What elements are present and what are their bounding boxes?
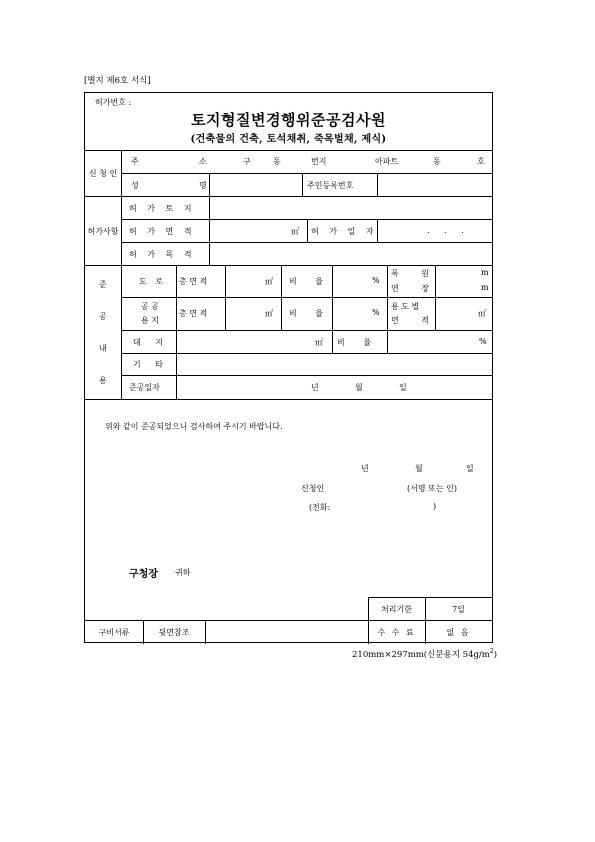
site-label: 대 지 [133,338,169,347]
completion-date-year: 년 [311,383,319,392]
recipient-title: 구청장 [129,569,158,580]
address-gu: 구 [243,157,251,166]
row-line [85,399,492,400]
road-total-area-label: 총 면 적 [179,277,208,286]
row-line [85,196,492,197]
col-line [302,173,303,196]
site-area-unit: ㎡ [315,338,323,347]
phone-close-paren: ) [433,502,437,511]
col-line [209,196,210,265]
completion-section-char-2: 공 [99,312,107,321]
use-area-unit: ㎡ [478,309,486,318]
permit-area-label: 허 가 면 적 [129,227,196,236]
address-label-1: 주 [131,157,139,166]
required-documents-value: 뒷면참조 [158,628,190,637]
phone-label: (전화: [309,503,331,512]
permit-purpose-label: 허 가 목 적 [129,250,196,259]
applicant-signature-label: 신청인 [301,484,325,493]
length-label: 연 장 [391,284,439,293]
address-dong: 동 [273,157,281,166]
length-unit: m [481,283,489,292]
public-ratio-percent: % [372,308,380,317]
col-line [307,219,308,242]
row-line [85,265,492,266]
permit-section-label: 허가사항 [87,227,119,236]
col-line [225,265,226,330]
required-documents-label: 구비서류 [98,628,130,637]
road-label: 도 로 [139,277,166,286]
row-line [85,620,492,621]
applicant-section-label: 신 청 인 [88,169,118,178]
permit-date-label: 허 가 일 자 [311,227,378,236]
request-statement: 위와 같이 준공되었으니 검사하여 주시기 바랍니다. [105,422,283,431]
permit-date-dots: . . . [427,226,470,235]
table-top-line [85,150,492,151]
completion-date-day: 일 [399,383,407,392]
paper-size-text: 210mm×297mm(신문용지 54g/m [352,650,490,660]
paper-size-note [352,648,497,660]
site-ratio-percent: % [479,337,487,346]
col-line [332,265,333,353]
address-apt-dong: 동 [433,157,441,166]
completion-section-char-1: 준 [99,280,107,289]
completion-section-char-3: 내 [99,344,107,353]
completion-date-month: 월 [355,383,363,392]
row-line [121,173,492,174]
col-line [176,330,177,399]
col-line [281,265,282,330]
permit-area-unit: ㎡ [291,227,299,236]
col-line [387,265,388,353]
permit-land-label: 허 가 토 지 [129,204,196,213]
form-number-label: [별지 제6호 서식] [84,76,151,86]
name-label-1: 성 [131,181,139,190]
address-ho: 호 [477,157,485,166]
name-label-2: 명 [199,181,207,190]
road-ratio-label: 비 율 [289,277,331,286]
col-line [377,173,378,196]
use-area-label-2: 면 적 [391,316,439,325]
col-line [121,150,122,399]
paper-size-sup: 2 [489,648,494,656]
completion-date-label: 준공일자 [129,383,160,392]
use-area-label-1: 용 도 별 [391,302,420,311]
request-date-day: 일 [466,464,474,473]
site-ratio-label: 비 율 [337,338,379,347]
width-label: 폭 원 [391,269,439,278]
request-date-year: 년 [361,464,369,473]
road-ratio-percent: % [372,276,380,285]
row-line [121,242,492,243]
address-apt: 아파트 [375,157,399,166]
width-unit: m [481,268,489,277]
request-date-month: 월 [415,464,423,473]
public-ratio-label: 비 율 [289,309,331,318]
col-line [209,173,210,196]
public-land-label-2: 용 지 [141,316,159,325]
road-area-unit: ㎡ [265,277,273,286]
public-area-unit: ㎡ [265,309,273,318]
address-label-2: 소 [199,157,207,166]
col-line [205,620,206,644]
public-total-area-label: 총 면 적 [179,309,208,318]
processing-period-value: 7일 [452,605,465,614]
signature-or-seal-label: (서명 또는 인) [407,484,457,493]
fee-label: 수 수 료 [377,628,416,637]
completion-section-char-4: 용 [99,376,107,385]
public-land-label-1: 공 공 [141,302,159,311]
other-label: 기 타 [133,360,169,369]
resident-number-label: 주민등록번호 [307,181,354,190]
form-subtitle: (건축물의 건축, 토석채취, 죽목벌채, 제식) [190,134,387,145]
paper-size-close: ) [493,650,498,660]
recipient-suffix: 귀하 [175,568,191,577]
col-line [176,265,177,330]
permit-number-label: 허가번호 : [95,98,132,107]
processing-period-label: 처리기한 [381,605,412,614]
row-line [368,597,492,598]
fee-value: 없 음 [446,628,471,637]
address-bunji: 번지 [311,157,327,166]
application-form [84,92,493,643]
form-title: 토지형질변경행위준공검사원 [191,111,386,129]
